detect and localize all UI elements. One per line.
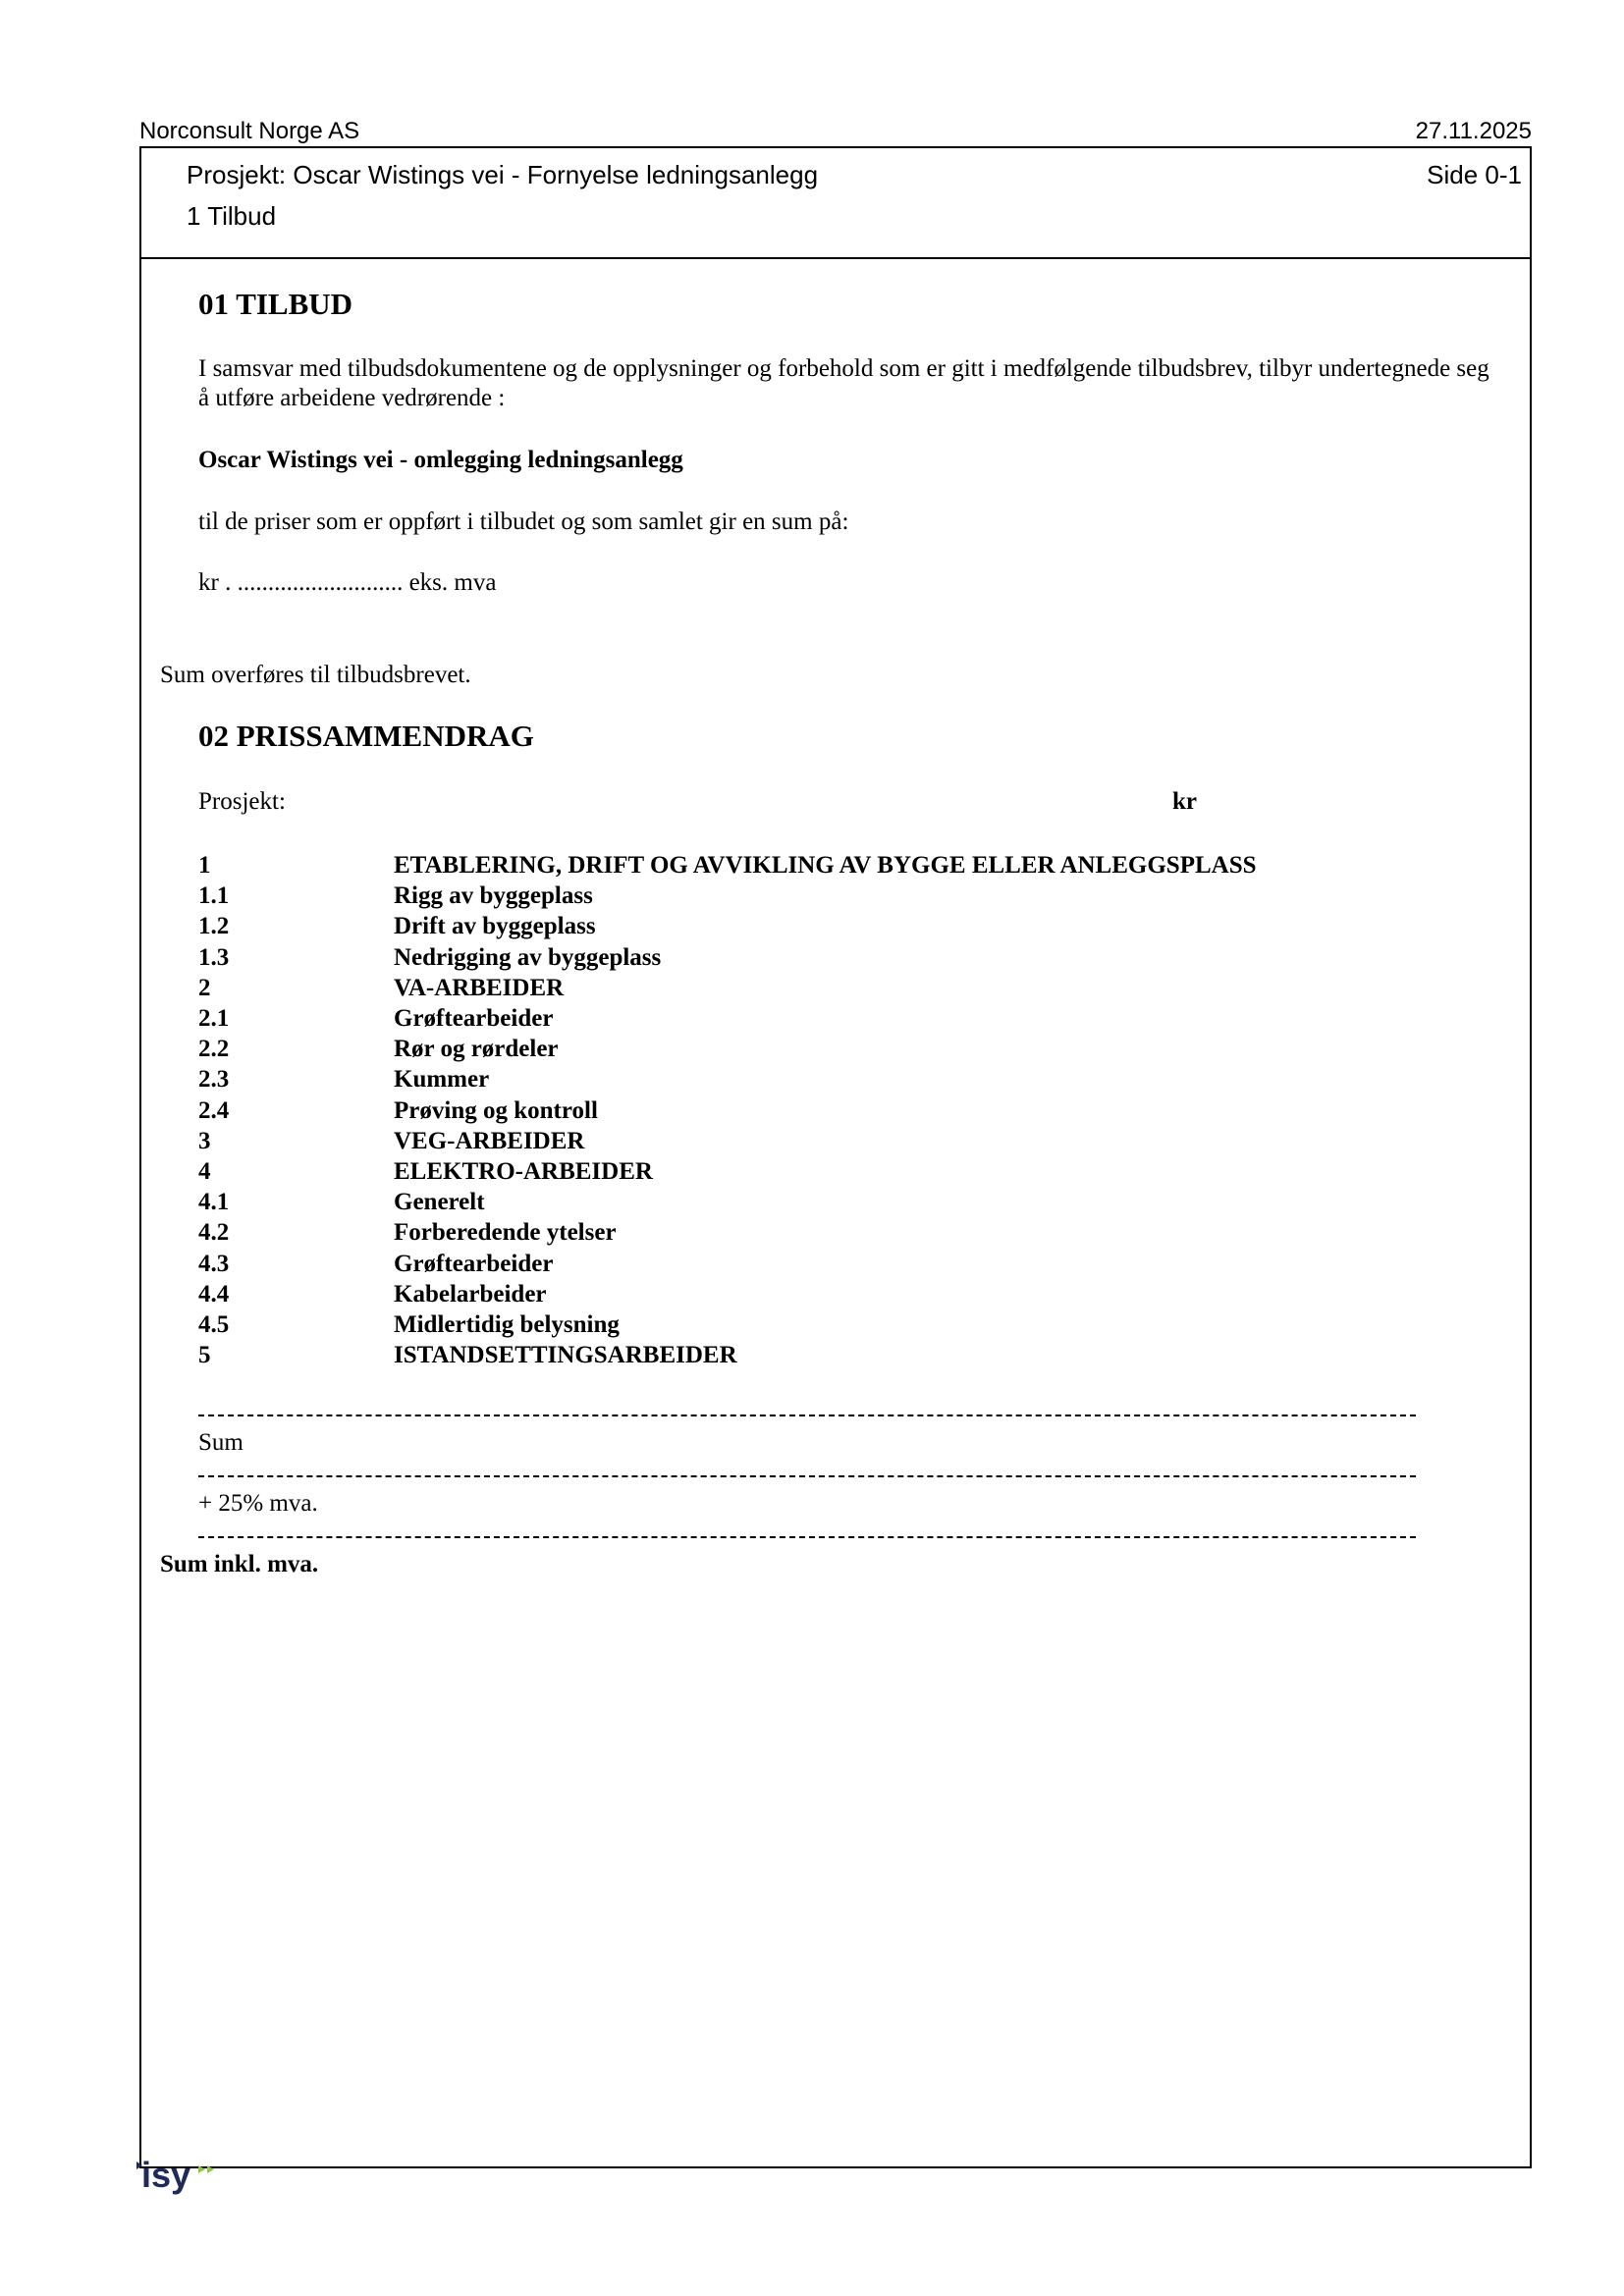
summary-item: [198, 1064, 1257, 1095]
summary-item: [198, 1249, 1257, 1279]
prosjekt-label: Prosjekt:: [198, 788, 286, 815]
item-title: Grøftearbeider: [394, 1005, 554, 1033]
tilbud-intro: I samsvar med tilbudsdokumentene og de opplysninger og forbehold som er gitt i medfølgende tilbudsbrev, tilbyr undertegnede seg å utføre arbeidene vedrørende :: [198, 355, 1489, 411]
item-title: Prøving og kontroll: [394, 1096, 598, 1124]
summary-item: [198, 1095, 1257, 1126]
item-title: Generelt: [394, 1189, 485, 1216]
project-name: Oscar Wistings vei - omlegging ledningsanlegg: [198, 447, 683, 473]
price-summary-list: [198, 850, 1257, 1370]
item-title: Kummer: [394, 1066, 490, 1094]
summary-item: [198, 850, 1257, 881]
separator-line: [198, 1536, 1416, 1538]
isy-logo: [134, 2154, 242, 2197]
price-text: til de priser som er oppført i tilbudet og som samlet gir en sum på:: [198, 508, 849, 535]
document-date: 27.11.2025: [1415, 118, 1532, 144]
item-number: 2: [198, 974, 211, 1001]
item-number: 1.3: [198, 943, 230, 971]
item-number: 3: [198, 1127, 211, 1154]
item-title: VEG-ARBEIDER: [394, 1127, 585, 1154]
project-title: Prosjekt: Oscar Wistings vei - Fornyelse ledningsanlegg: [187, 160, 819, 189]
item-title: Midlertidig belysning: [394, 1311, 620, 1339]
transfer-note: Sum overføres til tilbudsbrevet.: [160, 662, 471, 688]
summary-item: [198, 1156, 1257, 1187]
prissammendrag-heading: 02 PRISSAMMENDRAG: [198, 719, 534, 753]
item-title: Rigg av byggeplass: [394, 882, 593, 910]
item-title: Drift av byggeplass: [394, 913, 596, 940]
tilbud-heading: 01 TILBUD: [198, 287, 353, 321]
item-number: 1.1: [198, 882, 230, 910]
item-title: ETABLERING, DRIFT OG AVVIKLING AV BYGGE ELLER ANLEGGSPLASS: [394, 852, 1257, 879]
logo-text: isy: [141, 2155, 191, 2195]
item-number: 4.5: [198, 1311, 230, 1339]
item-title: Forberedende ytelser: [394, 1219, 617, 1247]
summary-item: [198, 1187, 1257, 1217]
item-number: 2.1: [198, 1005, 230, 1033]
logo-arrow-icon: [207, 2165, 214, 2173]
summary-item: [198, 881, 1257, 911]
summary-item: [198, 1217, 1257, 1248]
item-number: 4.3: [198, 1250, 230, 1277]
summary-item: [198, 1126, 1257, 1156]
page-number: Side 0-1: [1427, 160, 1522, 189]
item-number: 4.4: [198, 1280, 230, 1308]
item-title: Nedrigging av byggeplass: [394, 943, 662, 971]
page-frame: [139, 146, 1532, 2168]
logo-arrow-icon: [198, 2165, 205, 2173]
company-name: Norconsult Norge AS: [139, 118, 360, 144]
item-number: 4: [198, 1158, 211, 1186]
summary-item: [198, 973, 1257, 1003]
item-number: 5: [198, 1342, 211, 1369]
item-number: 2.3: [198, 1066, 230, 1094]
currency-label: kr: [1172, 788, 1197, 815]
sum-label: Sum: [198, 1429, 244, 1456]
item-title: Grøftearbeider: [394, 1250, 554, 1277]
summary-item: [198, 1003, 1257, 1034]
item-number: 1.2: [198, 913, 230, 940]
vat-label: + 25% mva.: [198, 1490, 318, 1517]
summary-item: [198, 1340, 1257, 1370]
item-title: Kabelarbeider: [394, 1280, 547, 1308]
separator-line: [198, 1475, 1416, 1477]
summary-item: [198, 942, 1257, 973]
item-title: VA-ARBEIDER: [394, 974, 565, 1001]
item-title: Rør og rørdeler: [394, 1036, 559, 1063]
item-title: ELEKTRO-ARBEIDER: [394, 1158, 653, 1186]
item-number: 4.2: [198, 1219, 230, 1247]
separator-line: [198, 1415, 1416, 1416]
summary-item: [198, 1034, 1257, 1064]
item-number: 2.4: [198, 1096, 230, 1124]
item-title: ISTANDSETTINGSARBEIDER: [394, 1342, 737, 1369]
summary-item: [198, 1279, 1257, 1309]
amount-line: kr . ........................... eks. mva: [198, 569, 497, 596]
summary-item: [198, 911, 1257, 941]
item-number: 1: [198, 852, 211, 879]
chapter-title: 1 Tilbud: [187, 201, 277, 231]
summary-item: [198, 1309, 1257, 1340]
item-number: 2.2: [198, 1036, 230, 1063]
item-number: 4.1: [198, 1189, 230, 1216]
total-label: Sum inkl. mva.: [160, 1551, 319, 1577]
document-body: [141, 148, 1530, 2166]
